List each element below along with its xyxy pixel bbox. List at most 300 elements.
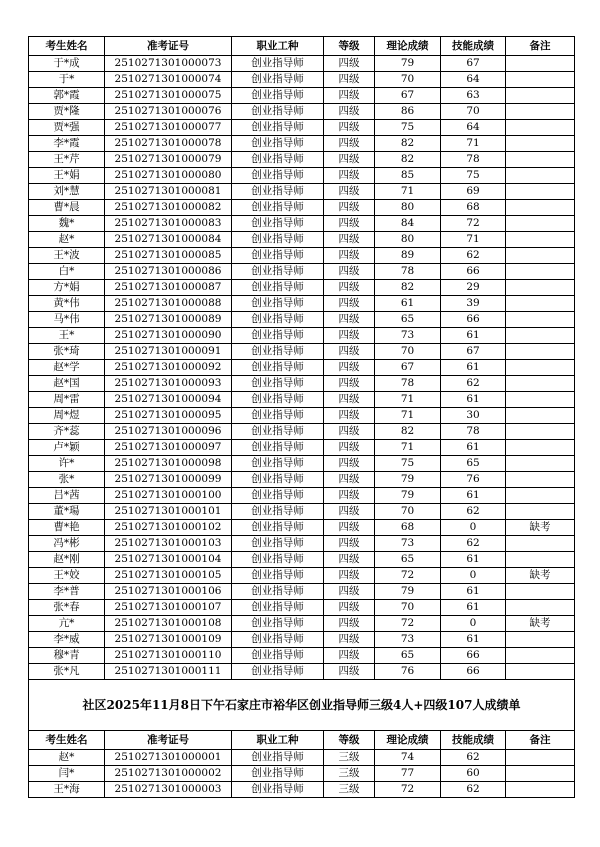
job-cell: 创业指导师 <box>232 536 324 552</box>
theory-score-cell: 67 <box>375 88 441 104</box>
name-cell: 冯*彬 <box>29 536 105 552</box>
theory-score-cell: 67 <box>375 360 441 376</box>
skill-score-cell: 61 <box>441 632 506 648</box>
name-cell: 闫* <box>29 766 105 782</box>
job-cell: 创业指导师 <box>232 632 324 648</box>
level-cell: 四级 <box>324 456 375 472</box>
theory-score-cell: 70 <box>375 344 441 360</box>
level-cell: 四级 <box>324 136 375 152</box>
theory-score-cell: 61 <box>375 296 441 312</box>
table-row <box>29 766 575 782</box>
theory-score-cell: 82 <box>375 136 441 152</box>
id-cell: 2510271301000075 <box>105 88 232 104</box>
skill-score-cell: 0 <box>441 568 506 584</box>
skill-score-cell: 66 <box>441 264 506 280</box>
name-cell: 曹*晨 <box>29 200 105 216</box>
name-cell: 张* <box>29 472 105 488</box>
skill-score-cell: 0 <box>441 520 506 536</box>
level-cell: 四级 <box>324 648 375 664</box>
column-header: 职业工种 <box>232 37 324 56</box>
table-row <box>29 392 575 408</box>
name-cell: 许* <box>29 456 105 472</box>
job-cell: 创业指导师 <box>232 120 324 136</box>
name-cell: 李*普 <box>29 584 105 600</box>
level-cell: 四级 <box>324 616 375 632</box>
job-cell: 创业指导师 <box>232 750 324 766</box>
name-cell: 王*娟 <box>29 168 105 184</box>
job-cell: 创业指导师 <box>232 184 324 200</box>
note-cell <box>506 296 575 312</box>
section1-header-row <box>29 37 575 56</box>
skill-score-cell: 62 <box>441 248 506 264</box>
note-cell <box>506 456 575 472</box>
theory-score-cell: 79 <box>375 488 441 504</box>
level-cell: 四级 <box>324 152 375 168</box>
name-cell: 穆*青 <box>29 648 105 664</box>
level-cell: 四级 <box>324 504 375 520</box>
theory-score-cell: 78 <box>375 264 441 280</box>
level-cell: 四级 <box>324 536 375 552</box>
job-cell: 创业指导师 <box>232 584 324 600</box>
id-cell: 2510271301000089 <box>105 312 232 328</box>
note-cell <box>506 328 575 344</box>
skill-score-cell: 61 <box>441 440 506 456</box>
table-row <box>29 648 575 664</box>
skill-score-cell: 62 <box>441 536 506 552</box>
theory-score-cell: 82 <box>375 280 441 296</box>
table-row <box>29 664 575 680</box>
id-cell: 2510271301000003 <box>105 782 232 798</box>
id-cell: 2510271301000082 <box>105 200 232 216</box>
name-cell: 刘*慧 <box>29 184 105 200</box>
theory-score-cell: 70 <box>375 504 441 520</box>
skill-score-cell: 30 <box>441 408 506 424</box>
table-row <box>29 632 575 648</box>
score-table <box>28 36 575 798</box>
table-row <box>29 280 575 296</box>
job-cell: 创业指导师 <box>232 376 324 392</box>
skill-score-cell: 63 <box>441 88 506 104</box>
table-row <box>29 344 575 360</box>
job-cell: 创业指导师 <box>232 296 324 312</box>
level-cell: 四级 <box>324 520 375 536</box>
skill-score-cell: 61 <box>441 600 506 616</box>
name-cell: 魏* <box>29 216 105 232</box>
job-cell: 创业指导师 <box>232 472 324 488</box>
score-table-body <box>29 37 575 798</box>
name-cell: 马*伟 <box>29 312 105 328</box>
job-cell: 创业指导师 <box>232 232 324 248</box>
note-cell <box>506 152 575 168</box>
column-header: 职业工种 <box>232 731 324 750</box>
name-cell: 吕*茜 <box>29 488 105 504</box>
name-cell: 董*瑒 <box>29 504 105 520</box>
column-header: 考生姓名 <box>29 731 105 750</box>
job-cell: 创业指导师 <box>232 328 324 344</box>
skill-score-cell: 67 <box>441 56 506 72</box>
theory-score-cell: 73 <box>375 632 441 648</box>
theory-score-cell: 86 <box>375 104 441 120</box>
theory-score-cell: 79 <box>375 472 441 488</box>
name-cell: 周*煜 <box>29 408 105 424</box>
column-header: 准考证号 <box>105 37 232 56</box>
job-cell: 创业指导师 <box>232 88 324 104</box>
skill-score-cell: 62 <box>441 750 506 766</box>
name-cell: 方*娟 <box>29 280 105 296</box>
skill-score-cell: 29 <box>441 280 506 296</box>
job-cell: 创业指导师 <box>232 520 324 536</box>
name-cell: 黄*伟 <box>29 296 105 312</box>
level-cell: 四级 <box>324 472 375 488</box>
note-cell <box>506 280 575 296</box>
skill-score-cell: 67 <box>441 344 506 360</box>
table-row <box>29 72 575 88</box>
skill-score-cell: 78 <box>441 152 506 168</box>
note-cell <box>506 232 575 248</box>
theory-score-cell: 84 <box>375 216 441 232</box>
note-cell <box>506 552 575 568</box>
job-cell: 创业指导师 <box>232 104 324 120</box>
table-row <box>29 568 575 584</box>
note-cell <box>506 584 575 600</box>
level-cell: 四级 <box>324 408 375 424</box>
level-cell: 四级 <box>324 184 375 200</box>
column-header: 考生姓名 <box>29 37 105 56</box>
name-cell: 李*霞 <box>29 136 105 152</box>
note-cell <box>506 312 575 328</box>
level-cell: 四级 <box>324 72 375 88</box>
name-cell: 亢* <box>29 616 105 632</box>
skill-score-cell: 75 <box>441 168 506 184</box>
job-cell: 创业指导师 <box>232 392 324 408</box>
column-header: 技能成绩 <box>441 37 506 56</box>
skill-score-cell: 62 <box>441 376 506 392</box>
table-row <box>29 216 575 232</box>
theory-score-cell: 80 <box>375 232 441 248</box>
table-row <box>29 360 575 376</box>
table-row <box>29 88 575 104</box>
note-cell <box>506 408 575 424</box>
skill-score-cell: 61 <box>441 488 506 504</box>
job-cell: 创业指导师 <box>232 648 324 664</box>
table-row <box>29 750 575 766</box>
level-cell: 四级 <box>324 600 375 616</box>
skill-score-cell: 78 <box>441 424 506 440</box>
job-cell: 创业指导师 <box>232 782 324 798</box>
table-row <box>29 264 575 280</box>
name-cell: 王*海 <box>29 782 105 798</box>
job-cell: 创业指导师 <box>232 664 324 680</box>
id-cell: 2510271301000099 <box>105 472 232 488</box>
theory-score-cell: 71 <box>375 408 441 424</box>
skill-score-cell: 72 <box>441 216 506 232</box>
name-cell: 赵* <box>29 232 105 248</box>
table-row <box>29 504 575 520</box>
note-cell <box>506 216 575 232</box>
level-cell: 四级 <box>324 296 375 312</box>
table-row <box>29 584 575 600</box>
level-cell: 四级 <box>324 200 375 216</box>
theory-score-cell: 89 <box>375 248 441 264</box>
name-cell: 于* <box>29 72 105 88</box>
level-cell: 四级 <box>324 344 375 360</box>
theory-score-cell: 70 <box>375 72 441 88</box>
job-cell: 创业指导师 <box>232 360 324 376</box>
table-row <box>29 232 575 248</box>
name-cell: 王*芹 <box>29 152 105 168</box>
table-row <box>29 248 575 264</box>
job-cell: 创业指导师 <box>232 264 324 280</box>
note-cell <box>506 488 575 504</box>
theory-score-cell: 72 <box>375 616 441 632</box>
id-cell: 2510271301000104 <box>105 552 232 568</box>
theory-score-cell: 65 <box>375 648 441 664</box>
id-cell: 2510271301000110 <box>105 648 232 664</box>
skill-score-cell: 0 <box>441 616 506 632</box>
skill-score-cell: 62 <box>441 504 506 520</box>
table-row <box>29 600 575 616</box>
name-cell: 王*姣 <box>29 568 105 584</box>
level-cell: 四级 <box>324 424 375 440</box>
theory-score-cell: 85 <box>375 168 441 184</box>
note-cell <box>506 750 575 766</box>
note-cell <box>506 88 575 104</box>
id-cell: 2510271301000107 <box>105 600 232 616</box>
level-cell: 四级 <box>324 56 375 72</box>
job-cell: 创业指导师 <box>232 600 324 616</box>
note-cell <box>506 136 575 152</box>
column-header: 准考证号 <box>105 731 232 750</box>
skill-score-cell: 71 <box>441 232 506 248</box>
section-title: 社区2025年11月8日下午石家庄市裕华区创业指导师三级4人+四级107人成绩单 <box>29 680 575 731</box>
id-cell: 2510271301000097 <box>105 440 232 456</box>
level-cell: 四级 <box>324 664 375 680</box>
name-cell: 于*成 <box>29 56 105 72</box>
id-cell: 2510271301000106 <box>105 584 232 600</box>
note-cell <box>506 104 575 120</box>
column-header: 等级 <box>324 37 375 56</box>
job-cell: 创业指导师 <box>232 136 324 152</box>
skill-score-cell: 39 <box>441 296 506 312</box>
name-cell: 赵*学 <box>29 360 105 376</box>
note-cell <box>506 600 575 616</box>
level-cell: 四级 <box>324 104 375 120</box>
level-cell: 四级 <box>324 568 375 584</box>
job-cell: 创业指导师 <box>232 216 324 232</box>
job-cell: 创业指导师 <box>232 168 324 184</box>
level-cell: 四级 <box>324 584 375 600</box>
skill-score-cell: 76 <box>441 472 506 488</box>
note-cell <box>506 664 575 680</box>
table-row <box>29 456 575 472</box>
table-row <box>29 312 575 328</box>
skill-score-cell: 69 <box>441 184 506 200</box>
column-header: 备注 <box>506 731 575 750</box>
name-cell: 赵*刚 <box>29 552 105 568</box>
level-cell: 四级 <box>324 552 375 568</box>
theory-score-cell: 71 <box>375 392 441 408</box>
level-cell: 四级 <box>324 264 375 280</box>
theory-score-cell: 73 <box>375 536 441 552</box>
note-cell <box>506 376 575 392</box>
theory-score-cell: 77 <box>375 766 441 782</box>
table-row <box>29 200 575 216</box>
level-cell: 四级 <box>324 440 375 456</box>
note-cell <box>506 632 575 648</box>
score-sheet <box>28 36 574 798</box>
note-cell <box>506 72 575 88</box>
id-cell: 2510271301000074 <box>105 72 232 88</box>
id-cell: 2510271301000088 <box>105 296 232 312</box>
note-cell <box>506 766 575 782</box>
skill-score-cell: 64 <box>441 120 506 136</box>
note-cell <box>506 168 575 184</box>
column-header: 备注 <box>506 37 575 56</box>
level-cell: 四级 <box>324 360 375 376</box>
skill-score-cell: 68 <box>441 200 506 216</box>
table-row <box>29 472 575 488</box>
name-cell: 周*雷 <box>29 392 105 408</box>
note-cell <box>506 472 575 488</box>
id-cell: 2510271301000096 <box>105 424 232 440</box>
level-cell: 三级 <box>324 766 375 782</box>
level-cell: 四级 <box>324 392 375 408</box>
level-cell: 四级 <box>324 632 375 648</box>
column-header: 理论成绩 <box>375 37 441 56</box>
level-cell: 四级 <box>324 376 375 392</box>
name-cell: 王* <box>29 328 105 344</box>
name-cell: 卢*颖 <box>29 440 105 456</box>
theory-score-cell: 79 <box>375 584 441 600</box>
table-row <box>29 520 575 536</box>
column-header: 技能成绩 <box>441 731 506 750</box>
level-cell: 四级 <box>324 280 375 296</box>
note-cell <box>506 56 575 72</box>
theory-score-cell: 71 <box>375 184 441 200</box>
skill-score-cell: 70 <box>441 104 506 120</box>
level-cell: 四级 <box>324 120 375 136</box>
skill-score-cell: 61 <box>441 328 506 344</box>
table-row <box>29 136 575 152</box>
id-cell: 2510271301000102 <box>105 520 232 536</box>
id-cell: 2510271301000108 <box>105 616 232 632</box>
level-cell: 三级 <box>324 782 375 798</box>
job-cell: 创业指导师 <box>232 552 324 568</box>
note-cell <box>506 782 575 798</box>
id-cell: 2510271301000090 <box>105 328 232 344</box>
job-cell: 创业指导师 <box>232 248 324 264</box>
name-cell: 张*凡 <box>29 664 105 680</box>
id-cell: 2510271301000073 <box>105 56 232 72</box>
table-row <box>29 152 575 168</box>
skill-score-cell: 65 <box>441 456 506 472</box>
table-row <box>29 440 575 456</box>
job-cell: 创业指导师 <box>232 56 324 72</box>
skill-score-cell: 61 <box>441 584 506 600</box>
id-cell: 2510271301000101 <box>105 504 232 520</box>
id-cell: 2510271301000093 <box>105 376 232 392</box>
note-cell <box>506 200 575 216</box>
theory-score-cell: 75 <box>375 456 441 472</box>
note-cell <box>506 648 575 664</box>
job-cell: 创业指导师 <box>232 504 324 520</box>
theory-score-cell: 65 <box>375 552 441 568</box>
table-row <box>29 488 575 504</box>
job-cell: 创业指导师 <box>232 280 324 296</box>
name-cell: 白* <box>29 264 105 280</box>
job-cell: 创业指导师 <box>232 312 324 328</box>
skill-score-cell: 60 <box>441 766 506 782</box>
theory-score-cell: 80 <box>375 200 441 216</box>
id-cell: 2510271301000087 <box>105 280 232 296</box>
skill-score-cell: 64 <box>441 72 506 88</box>
id-cell: 2510271301000079 <box>105 152 232 168</box>
table-row <box>29 184 575 200</box>
note-cell <box>506 504 575 520</box>
job-cell: 创业指导师 <box>232 72 324 88</box>
id-cell: 2510271301000092 <box>105 360 232 376</box>
job-cell: 创业指导师 <box>232 616 324 632</box>
job-cell: 创业指导师 <box>232 568 324 584</box>
skill-score-cell: 71 <box>441 136 506 152</box>
table-row <box>29 104 575 120</box>
table-row <box>29 120 575 136</box>
note-cell: 缺考 <box>506 616 575 632</box>
skill-score-cell: 61 <box>441 360 506 376</box>
table-row <box>29 424 575 440</box>
table-row <box>29 328 575 344</box>
id-cell: 2510271301000105 <box>105 568 232 584</box>
theory-score-cell: 79 <box>375 56 441 72</box>
job-cell: 创业指导师 <box>232 344 324 360</box>
job-cell: 创业指导师 <box>232 200 324 216</box>
job-cell: 创业指导师 <box>232 456 324 472</box>
table-row <box>29 376 575 392</box>
note-cell <box>506 360 575 376</box>
id-cell: 2510271301000002 <box>105 766 232 782</box>
job-cell: 创业指导师 <box>232 152 324 168</box>
note-cell <box>506 264 575 280</box>
table-row <box>29 168 575 184</box>
theory-score-cell: 71 <box>375 440 441 456</box>
theory-score-cell: 76 <box>375 664 441 680</box>
name-cell: 贾*强 <box>29 120 105 136</box>
id-cell: 2510271301000080 <box>105 168 232 184</box>
level-cell: 三级 <box>324 750 375 766</box>
id-cell: 2510271301000098 <box>105 456 232 472</box>
name-cell: 李*威 <box>29 632 105 648</box>
id-cell: 2510271301000086 <box>105 264 232 280</box>
theory-score-cell: 78 <box>375 376 441 392</box>
job-cell: 创业指导师 <box>232 408 324 424</box>
note-cell <box>506 248 575 264</box>
name-cell: 张*春 <box>29 600 105 616</box>
skill-score-cell: 61 <box>441 392 506 408</box>
table-row <box>29 296 575 312</box>
level-cell: 四级 <box>324 248 375 264</box>
note-cell: 缺考 <box>506 568 575 584</box>
skill-score-cell: 62 <box>441 782 506 798</box>
theory-score-cell: 74 <box>375 750 441 766</box>
theory-score-cell: 70 <box>375 600 441 616</box>
name-cell: 贾*隆 <box>29 104 105 120</box>
name-cell: 赵* <box>29 750 105 766</box>
note-cell <box>506 440 575 456</box>
theory-score-cell: 73 <box>375 328 441 344</box>
job-cell: 创业指导师 <box>232 440 324 456</box>
id-cell: 2510271301000077 <box>105 120 232 136</box>
note-cell: 缺考 <box>506 520 575 536</box>
